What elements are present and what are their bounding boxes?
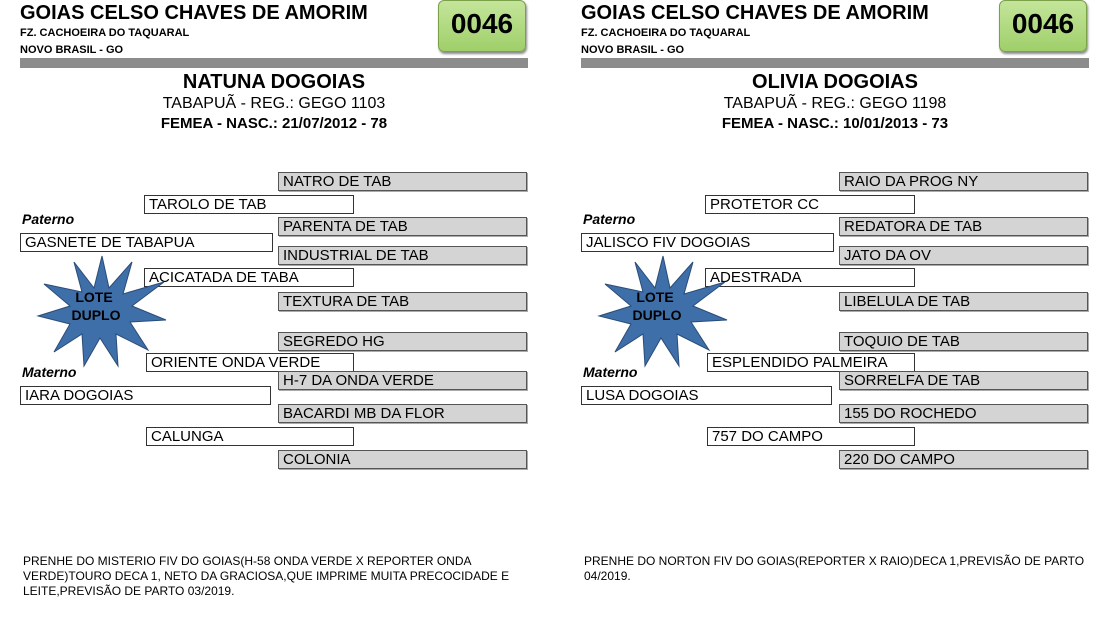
ggp-6: SORRELFA DE TAB: [839, 371, 1088, 390]
ggp-6: H-7 DA ONDA VERDE: [278, 371, 527, 390]
animal-name: NATUNA DOGOIAS: [182, 71, 366, 93]
ggp-2: REDATORA DE TAB: [839, 217, 1088, 236]
lote-duplo-star-badge: [36, 254, 168, 368]
farm-city: NOVO BRASIL - GO: [20, 44, 124, 56]
ggp-5: TOQUIO DE TAB: [839, 332, 1088, 351]
father-name: GASNETE DE TABAPUA: [20, 233, 273, 252]
father-name: JALISCO FIV DOGOIAS: [581, 233, 834, 252]
ggp-7: BACARDI MB DA FLOR: [278, 404, 527, 423]
farm-name: GOIAS CELSO CHAVES DE AMORIM: [20, 2, 368, 24]
ggp-3: JATO DA OV: [839, 246, 1088, 265]
badge-line-2: DUPLO: [632, 307, 682, 323]
maternal-grandsire: ESPLENDIDO PALMEIRA: [707, 353, 915, 372]
ggp-2: PARENTA DE TAB: [278, 217, 527, 236]
lot-number-badge: 0046: [999, 0, 1087, 52]
maternal-granddam: CALUNGA: [146, 427, 354, 446]
badge-line-1: LOTE: [636, 289, 674, 305]
paterno-label: Paterno: [22, 211, 75, 227]
ggp-3: INDUSTRIAL DE TAB: [278, 246, 527, 265]
mother-name: IARA DOGOIAS: [20, 386, 271, 405]
observation-note: PRENHE DO NORTON FIV DO GOIAS(REPORTER X RAIO)DECA 1,PREVISÃO DE PARTO 04/2019.: [584, 554, 1085, 583]
lot-number-badge: 0046: [438, 0, 526, 52]
ggp-1: RAIO DA PROG NY: [839, 172, 1088, 191]
ggp-4: TEXTURA DE TAB: [278, 292, 527, 311]
farm-location: FZ. CACHOEIRA DO TAQUARAL: [20, 27, 190, 39]
header-divider: [581, 58, 1089, 68]
animal-card-natuna: [20, 0, 530, 621]
animal-birth-info: FEMEA - NASC.: 21/07/2012 - 78: [160, 115, 388, 132]
materno-label: Materno: [22, 364, 77, 380]
badge-line-2: DUPLO: [71, 307, 121, 323]
maternal-granddam: 757 DO CAMPO: [707, 427, 915, 446]
ggp-4: LIBELULA DE TAB: [839, 292, 1088, 311]
paterno-label: Paterno: [583, 211, 636, 227]
ggp-8: 220 DO CAMPO: [839, 450, 1088, 469]
maternal-grandsire: ORIENTE ONDA VERDE: [146, 353, 354, 372]
animal-card-olivia: [581, 0, 1091, 621]
lote-duplo-star-badge: [597, 254, 729, 368]
animal-registration: TABAPUÃ - REG.: GEGO 1103: [162, 95, 386, 112]
mother-name: LUSA DOGOIAS: [581, 386, 832, 405]
header-divider: [20, 58, 528, 68]
materno-label: Materno: [583, 364, 638, 380]
animal-name: OLIVIA DOGOIAS: [752, 71, 918, 93]
paternal-grandsire: TAROLO DE TAB: [144, 195, 354, 214]
ggp-8: COLONIA: [278, 450, 527, 469]
animal-birth-info: FEMEA - NASC.: 10/01/2013 - 73: [721, 115, 949, 132]
ggp-5: SEGREDO HG: [278, 332, 527, 351]
farm-city: NOVO BRASIL - GO: [581, 44, 685, 56]
ggp-1: NATRO DE TAB: [278, 172, 527, 191]
paternal-grandsire: PROTETOR CC: [705, 195, 915, 214]
animal-registration: TABAPUÃ - REG.: GEGO 1198: [723, 95, 947, 112]
paternal-granddam: ADESTRADA: [705, 268, 915, 287]
paternal-granddam: ACICATADA DE TABA: [144, 268, 354, 287]
observation-note: PRENHE DO MISTERIO FIV DO GOIAS(H-58 ONDA VERDE X REPORTER ONDA VERDE)TOURO DECA 1, NETO DA GRACIOSA,QUE IMPRIME MUITA PRECOCIDADE E LEITE,PREVISÃO DE PARTO 03/2019.: [23, 554, 510, 598]
badge-line-1: LOTE: [75, 289, 113, 305]
farm-name: GOIAS CELSO CHAVES DE AMORIM: [581, 2, 929, 24]
farm-location: FZ. CACHOEIRA DO TAQUARAL: [581, 27, 751, 39]
ggp-7: 155 DO ROCHEDO: [839, 404, 1088, 423]
